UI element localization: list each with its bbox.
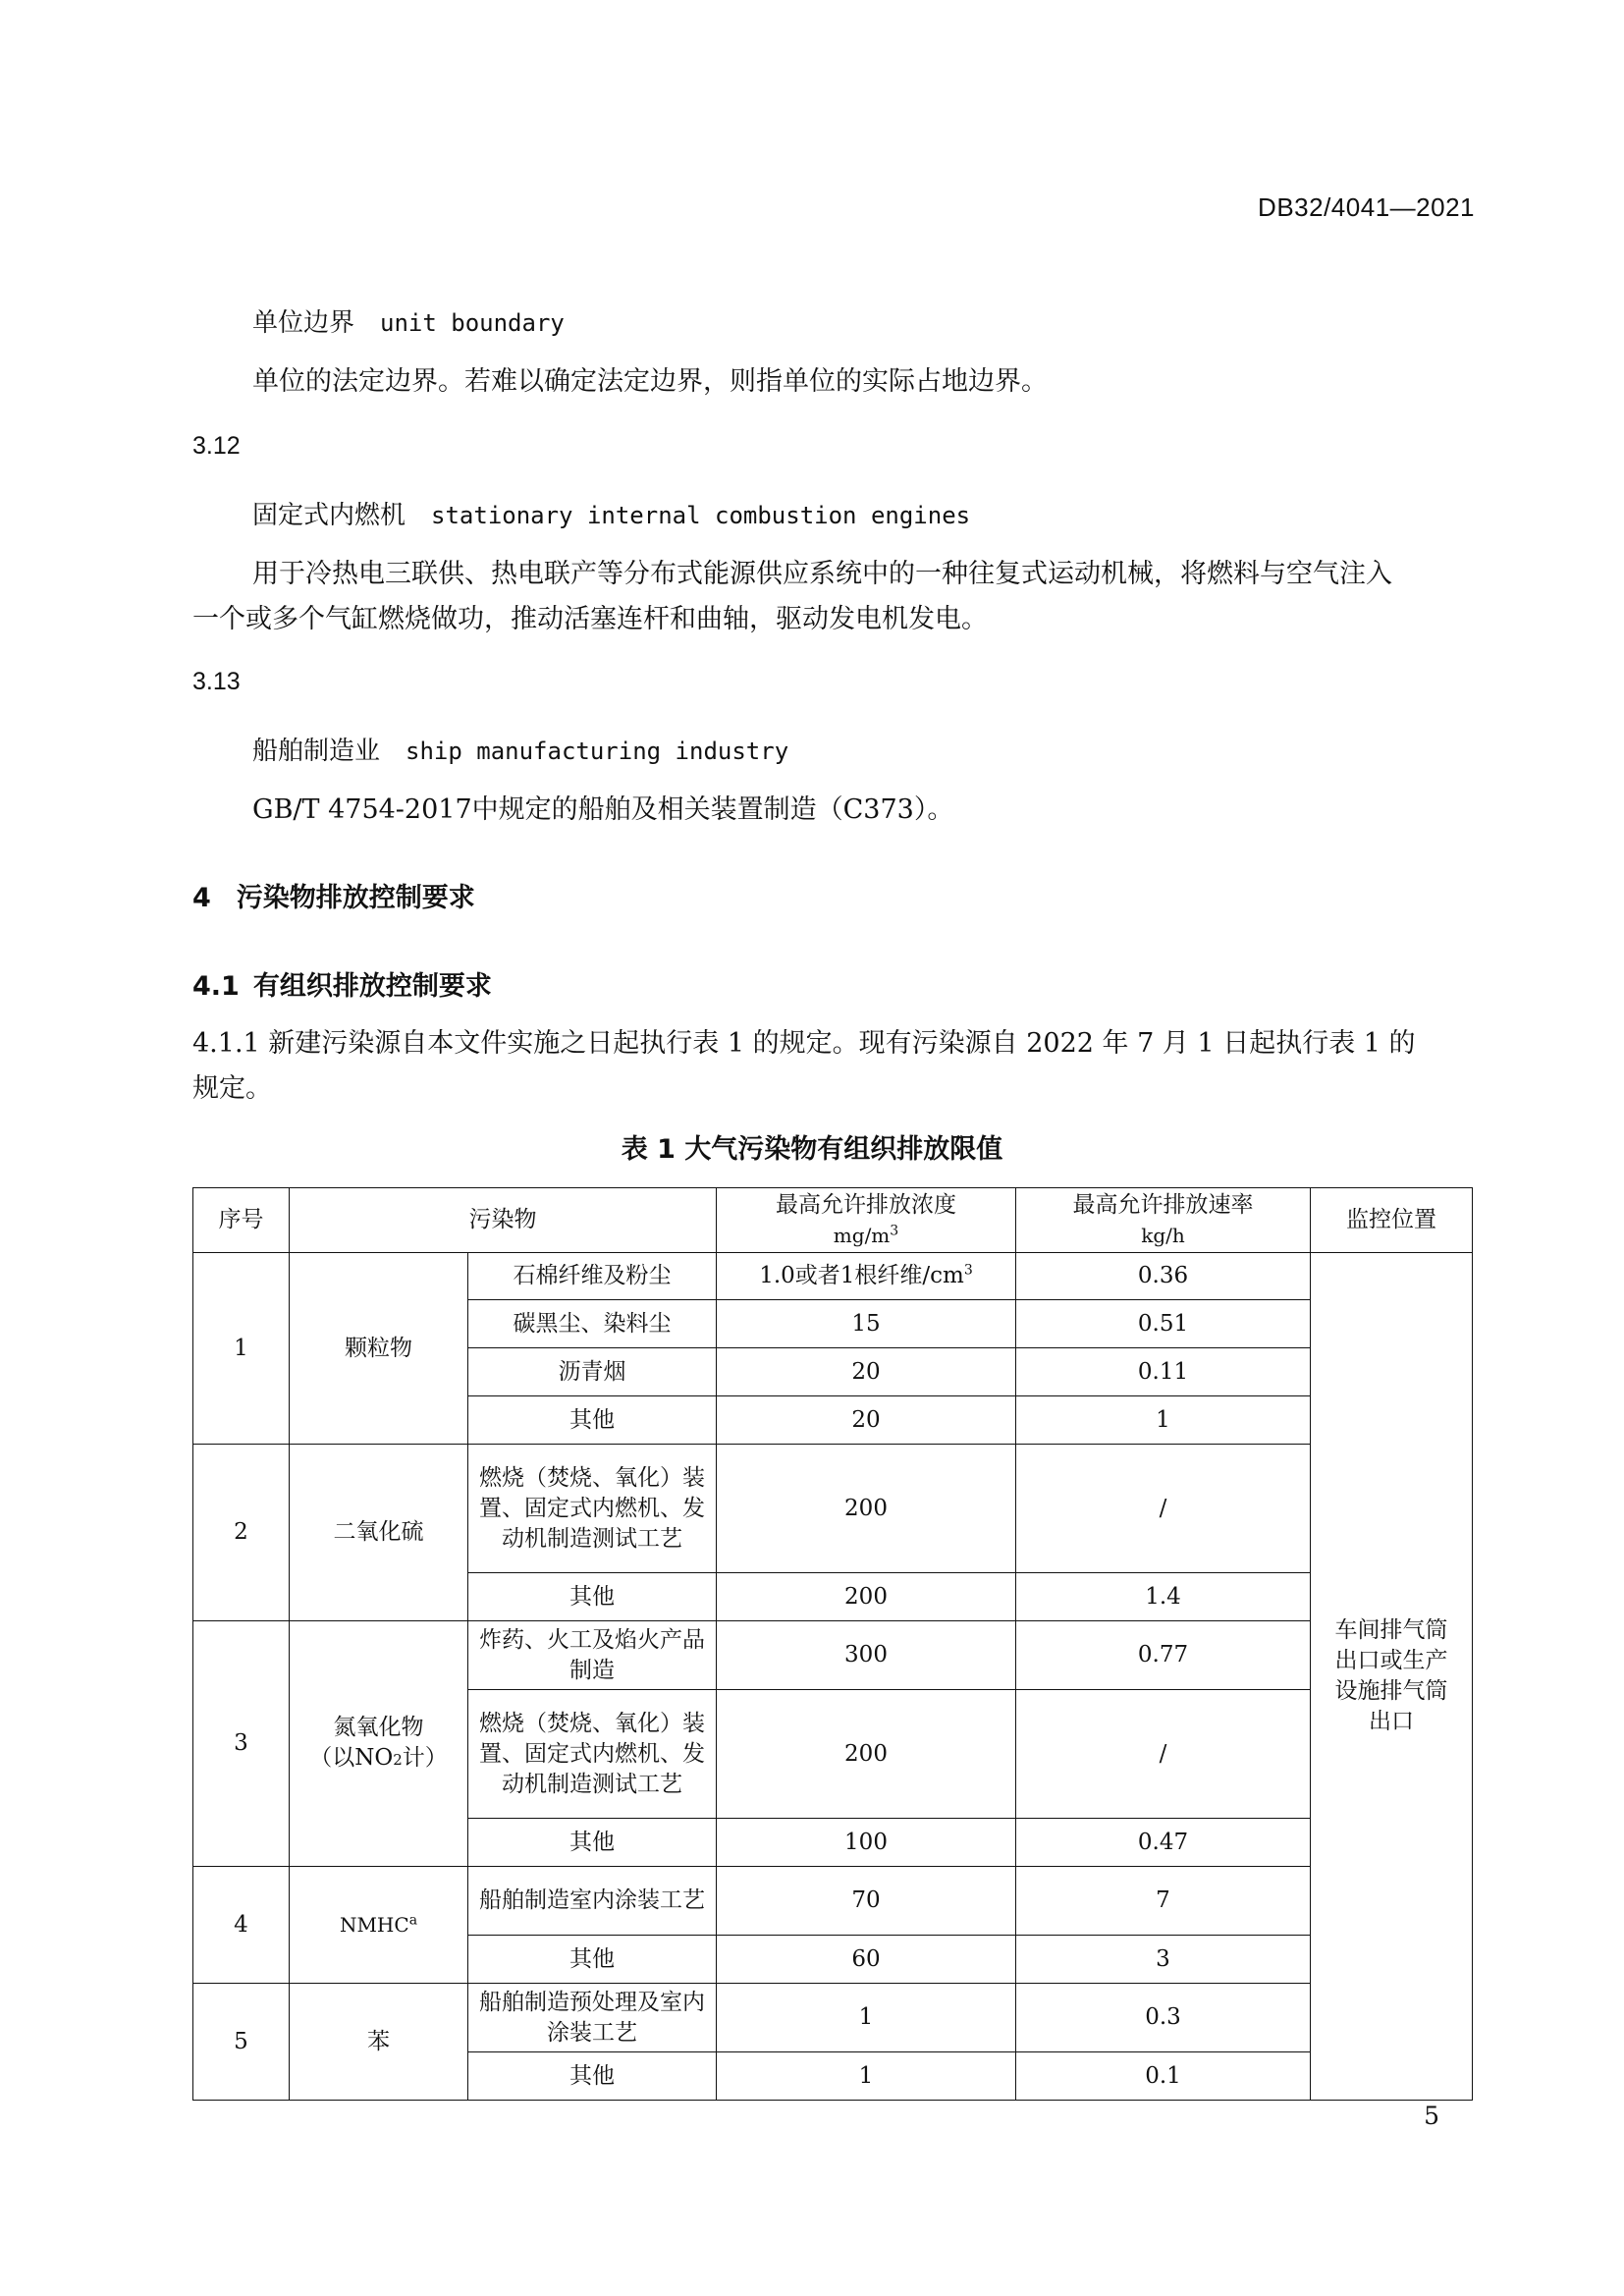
pollutant-name-cell [290,1621,468,1867]
footnote-marker: a [408,1911,418,1928]
section-title: 有组织排放控制要求 [252,971,492,1002]
rate-cell: 0.36 [1016,1253,1311,1300]
rate-cell: 0.51 [1016,1300,1311,1348]
concentration-cell [717,1253,1016,1300]
pollutant-name-note [296,1743,461,1776]
section-number: 4 [192,883,211,913]
rate-cell: 0.47 [1016,1819,1311,1867]
concentration-cell: 300 [717,1621,1016,1690]
rate-cell: / [1016,1445,1311,1573]
header-rate-label: 最高允许排放速率 [1072,1191,1254,1218]
header-rate [1016,1188,1311,1253]
concentration-cell: 20 [717,1348,1016,1396]
sub-pollutant-cell: 碳黑尘、染料尘 [468,1300,717,1348]
pollutant-name-cell: 二氧化硫 [290,1445,468,1621]
term-en: unit boundary [380,309,565,337]
term-ship-manufacturing [252,731,788,767]
pollutant-name-cell: 颗粒物 [290,1253,468,1445]
rate-cell: 0.77 [1016,1621,1311,1690]
emission-limits-table [192,1187,1473,2101]
seq-cell: 2 [193,1445,290,1621]
sub-pollutant-cell: 沥青烟 [468,1348,717,1396]
header-rate-unit: kg/h [1141,1223,1185,1247]
sub-pollutant-cell: 炸药、火工及焰火产品制造 [468,1621,717,1690]
rate-cell: 1.4 [1016,1573,1311,1621]
header-concentration-unit [723,1221,1009,1251]
sub-pollutant-cell: 石棉纤维及粉尘 [468,1253,717,1300]
sub-pollutant-cell: 燃烧（焚烧、氧化）装置、固定式内燃机、发动机制造测试工艺 [468,1690,717,1819]
table-row [193,1253,1473,1300]
term-cn: 单位边界 [252,308,355,338]
sub-pollutant-cell: 其他 [468,1819,717,1867]
sub-pollutant-cell: 燃烧（焚烧、氧化）装置、固定式内燃机、发动机制造测试工艺 [468,1445,717,1573]
section-title: 污染物排放控制要求 [236,883,475,913]
header-concentration-label: 最高允许排放浓度 [776,1191,956,1218]
rate-cell: 1 [1016,1396,1311,1445]
section-4-1-heading [192,964,492,1003]
header-seq: 序号 [193,1188,290,1253]
sub-pollutant-cell: 其他 [468,1573,717,1621]
note-suffix: 计） [402,1744,448,1771]
page-number: 5 [1424,2102,1439,2130]
concentration-cell: 20 [717,1396,1016,1445]
concentration-cell: 200 [717,1445,1016,1573]
term-en: ship manufacturing industry [406,738,789,765]
pollutant-name-cell: 苯 [290,1984,468,2101]
concentration-cell: 60 [717,1936,1016,1984]
table-header-row [193,1188,1473,1253]
unit-base: mg/m [833,1223,891,1247]
rate-cell: / [1016,1690,1311,1819]
concentration-exponent: 3 [963,1262,973,1279]
definition-engine-line2: 一个或多个气缸燃烧做功，推动活塞连杆和曲轴，驱动发电机发电。 [192,604,988,634]
definition-engine-line1: 用于冷热电三联供、热电联产等分布式能源供应系统中的一种往复式运动机械，将燃料与空气注入 [252,559,1392,589]
concentration-cell: 100 [717,1819,1016,1867]
sub-pollutant-cell: 船舶制造预处理及室内涂装工艺 [468,1984,717,2052]
seq-cell: 5 [193,1984,290,2101]
sub-pollutant-cell: 其他 [468,1936,717,1984]
seq-cell: 3 [193,1621,290,1867]
para-4-1-1-line1: 4.1.1 新建污染源自本文件实施之日起执行表 1 的规定。现有污染源自 2022 年 7 月 1 日起执行表 1 的 [192,1028,1416,1059]
para-4-1-1-line2: 规定。 [192,1073,272,1104]
definition-unit-boundary: 单位的法定边界。若难以确定法定边界，则指单位的实际占地边界。 [252,366,1048,397]
header-monitor: 监控位置 [1311,1188,1473,1253]
section-4-heading [192,876,475,914]
header-concentration [717,1188,1016,1253]
sub-pollutant-cell: 其他 [468,1396,717,1445]
concentration-cell: 15 [717,1300,1016,1348]
concentration-cell: 70 [717,1867,1016,1936]
rate-cell: 7 [1016,1867,1311,1936]
unit-exponent: 3 [890,1222,899,1238]
table-row [193,1867,1473,1936]
concentration-cell: 1 [717,1984,1016,2052]
seq-cell: 1 [193,1253,290,1445]
rate-cell: 0.3 [1016,1984,1311,2052]
table-caption: 表 1 大气污染物有组织排放限值 [621,1134,1003,1165]
pollutant-name: 氮氧化物 [333,1714,424,1740]
table-row [193,1445,1473,1573]
rate-cell: 0.1 [1016,2052,1311,2101]
document-number: DB32/4041—2021 [1258,192,1475,222]
concentration-cell: 200 [717,1690,1016,1819]
clause-number-3-12: 3.12 [192,432,241,460]
concentration-value: 1.0或者1根纤维/cm [759,1263,964,1288]
table-row [193,1984,1473,2052]
concentration-cell: 1 [717,2052,1016,2101]
header-pollutant: 污染物 [290,1188,717,1253]
term-cn: 固定式内燃机 [252,501,406,530]
rate-cell: 3 [1016,1936,1311,1984]
sub-pollutant-cell: 其他 [468,2052,717,2101]
note-prefix: （以NO [309,1744,394,1771]
definition-ship: GB/T 4754-2017中规定的船舶及相关装置制造（C373）。 [252,794,954,825]
note-subscript: 2 [393,1750,403,1769]
term-unit-boundary [252,302,565,339]
term-cn: 船舶制造业 [252,737,381,766]
table-row [193,1621,1473,1690]
clause-number-3-13: 3.13 [192,668,241,695]
seq-cell: 4 [193,1867,290,1984]
pollutant-name-cell [290,1867,468,1984]
sub-pollutant-cell: 船舶制造室内涂装工艺 [468,1867,717,1936]
section-number: 4.1 [192,971,240,1002]
pollutant-name: NMHC [339,1912,409,1937]
monitor-location-cell: 车间排气筒出口或生产设施排气筒出口 [1311,1253,1473,2101]
term-en: stationary internal combustion engines [431,502,971,529]
rate-cell: 0.11 [1016,1348,1311,1396]
concentration-cell: 200 [717,1573,1016,1621]
term-stationary-engine [252,495,970,531]
